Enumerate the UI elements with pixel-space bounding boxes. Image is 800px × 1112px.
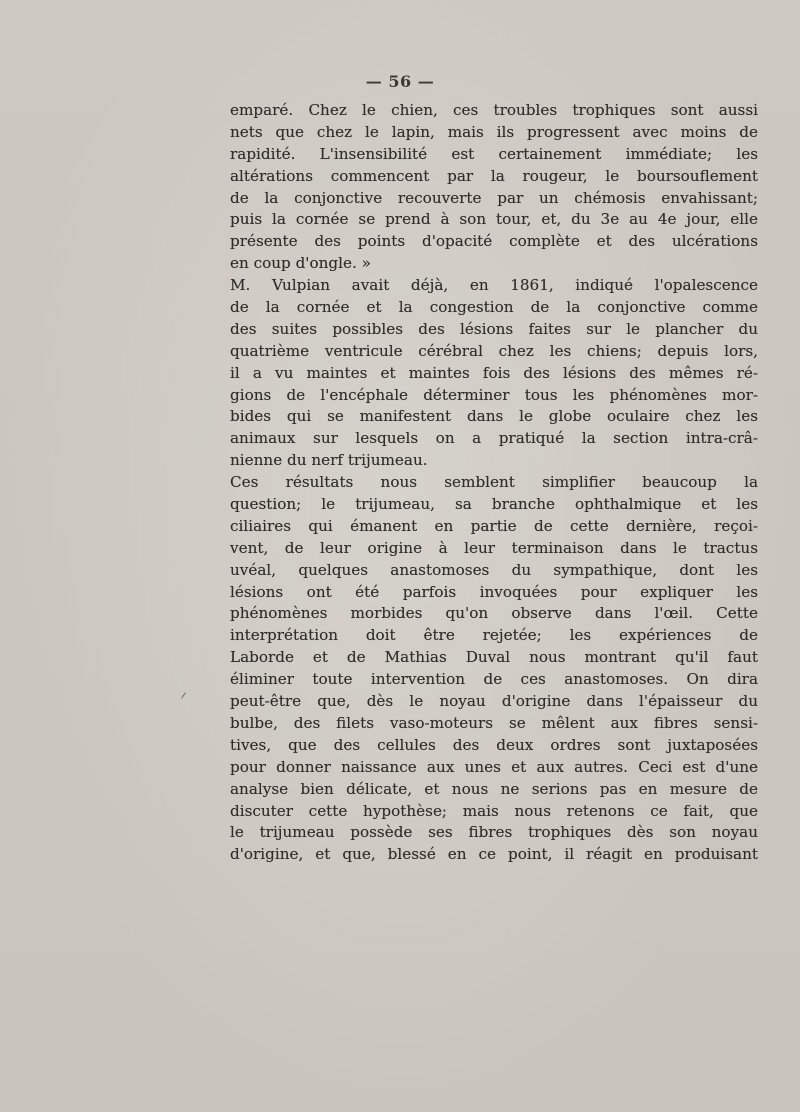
text-line: des suites possibles des lésions faites sur le plancher du xyxy=(230,319,758,338)
text-line: lésions ont été parfois invoquées pour expliquer les xyxy=(230,582,758,601)
text-line: altérations commencent par la rougeur, le boursouflement xyxy=(230,166,758,185)
text-line: nienne du nerf trijumeau. xyxy=(230,451,428,470)
text-line: animaux sur lesquels on a pratiqué la section intra-crâ- xyxy=(230,429,758,448)
text-line: gions de l'encéphale déterminer tous les phénomènes mor- xyxy=(230,385,758,404)
text-line: quatrième ventricule cérébral chez les chiens; depuis lors, xyxy=(230,341,758,360)
page-number: — 56 — xyxy=(365,72,435,91)
text-line: analyse bien délicate, et nous ne serions pas en mesure de xyxy=(230,779,758,798)
text-line: bulbe, des filets vaso-moteurs se mêlent aux fibres sensi- xyxy=(230,713,758,732)
text-line: emparé. Chez le chien, ces troubles trophiques sont aussi xyxy=(230,101,758,119)
text-line: Laborde et de Mathias Duval nous montrant qu'il faut xyxy=(230,648,758,667)
text-line: vent, de leur origine à leur terminaison dans le tractus xyxy=(230,538,758,557)
text-line: de la cornée et la congestion de la conjonctive comme xyxy=(230,298,758,317)
text-line: discuter cette hypothèse; mais nous retenons ce fait, que xyxy=(230,801,758,820)
text-line: de la conjonctive recouverte par un chémosis envahissant; xyxy=(230,188,758,207)
text-line: présente des points d'opacité complète et des ulcérations xyxy=(230,232,758,251)
text-line: le trijumeau possède ses fibres trophiques dès son noyau xyxy=(230,823,758,842)
text-line: phénomènes morbides qu'on observe dans l'œil. Cette xyxy=(230,604,758,623)
text-line: interprétation doit être rejetée; les expériences de xyxy=(230,626,758,645)
margin-mark xyxy=(181,692,186,698)
text-line: question; le trijumeau, sa branche ophthalmique et les xyxy=(230,495,758,514)
text-line: puis la cornée se prend à son tour, et, du 3e au 4e jour, elle xyxy=(230,210,758,229)
text-line: en coup d'ongle. » xyxy=(230,254,371,273)
text-line: M. Vulpian avait déjà, en 1861, indiqué l'opalescence xyxy=(230,276,758,295)
text-line: ciliaires qui émanent en partie de cette dernière, reçoi- xyxy=(230,516,758,535)
text-line: uvéal, quelques anastomoses du sympathique, dont les xyxy=(230,560,758,579)
text-line: bides qui se manifestent dans le globe oculaire chez les xyxy=(230,407,758,426)
text-line: peut-être que, dès le noyau d'origine dans l'épaisseur du xyxy=(230,692,758,711)
text-line: rapidité. L'insensibilité est certainement immédiate; les xyxy=(230,144,758,163)
body-text xyxy=(230,100,758,866)
text-line: pour donner naissance aux unes et aux autres. Ceci est d'une xyxy=(230,757,758,776)
text-line: éliminer toute intervention de ces anastomoses. On dira xyxy=(230,670,758,689)
text-line: il a vu maintes et maintes fois des lésions des mêmes ré- xyxy=(230,363,758,382)
text-line: d'origine, et que, blessé en ce point, il réagit en produisant xyxy=(230,845,758,864)
text-line: tives, que des cellules des deux ordres sont juxtaposées xyxy=(230,735,758,754)
text-line: nets que chez le lapin, mais ils progressent avec moins de xyxy=(230,122,758,141)
text-line: Ces résultats nous semblent simplifier beaucoup la xyxy=(230,473,758,492)
